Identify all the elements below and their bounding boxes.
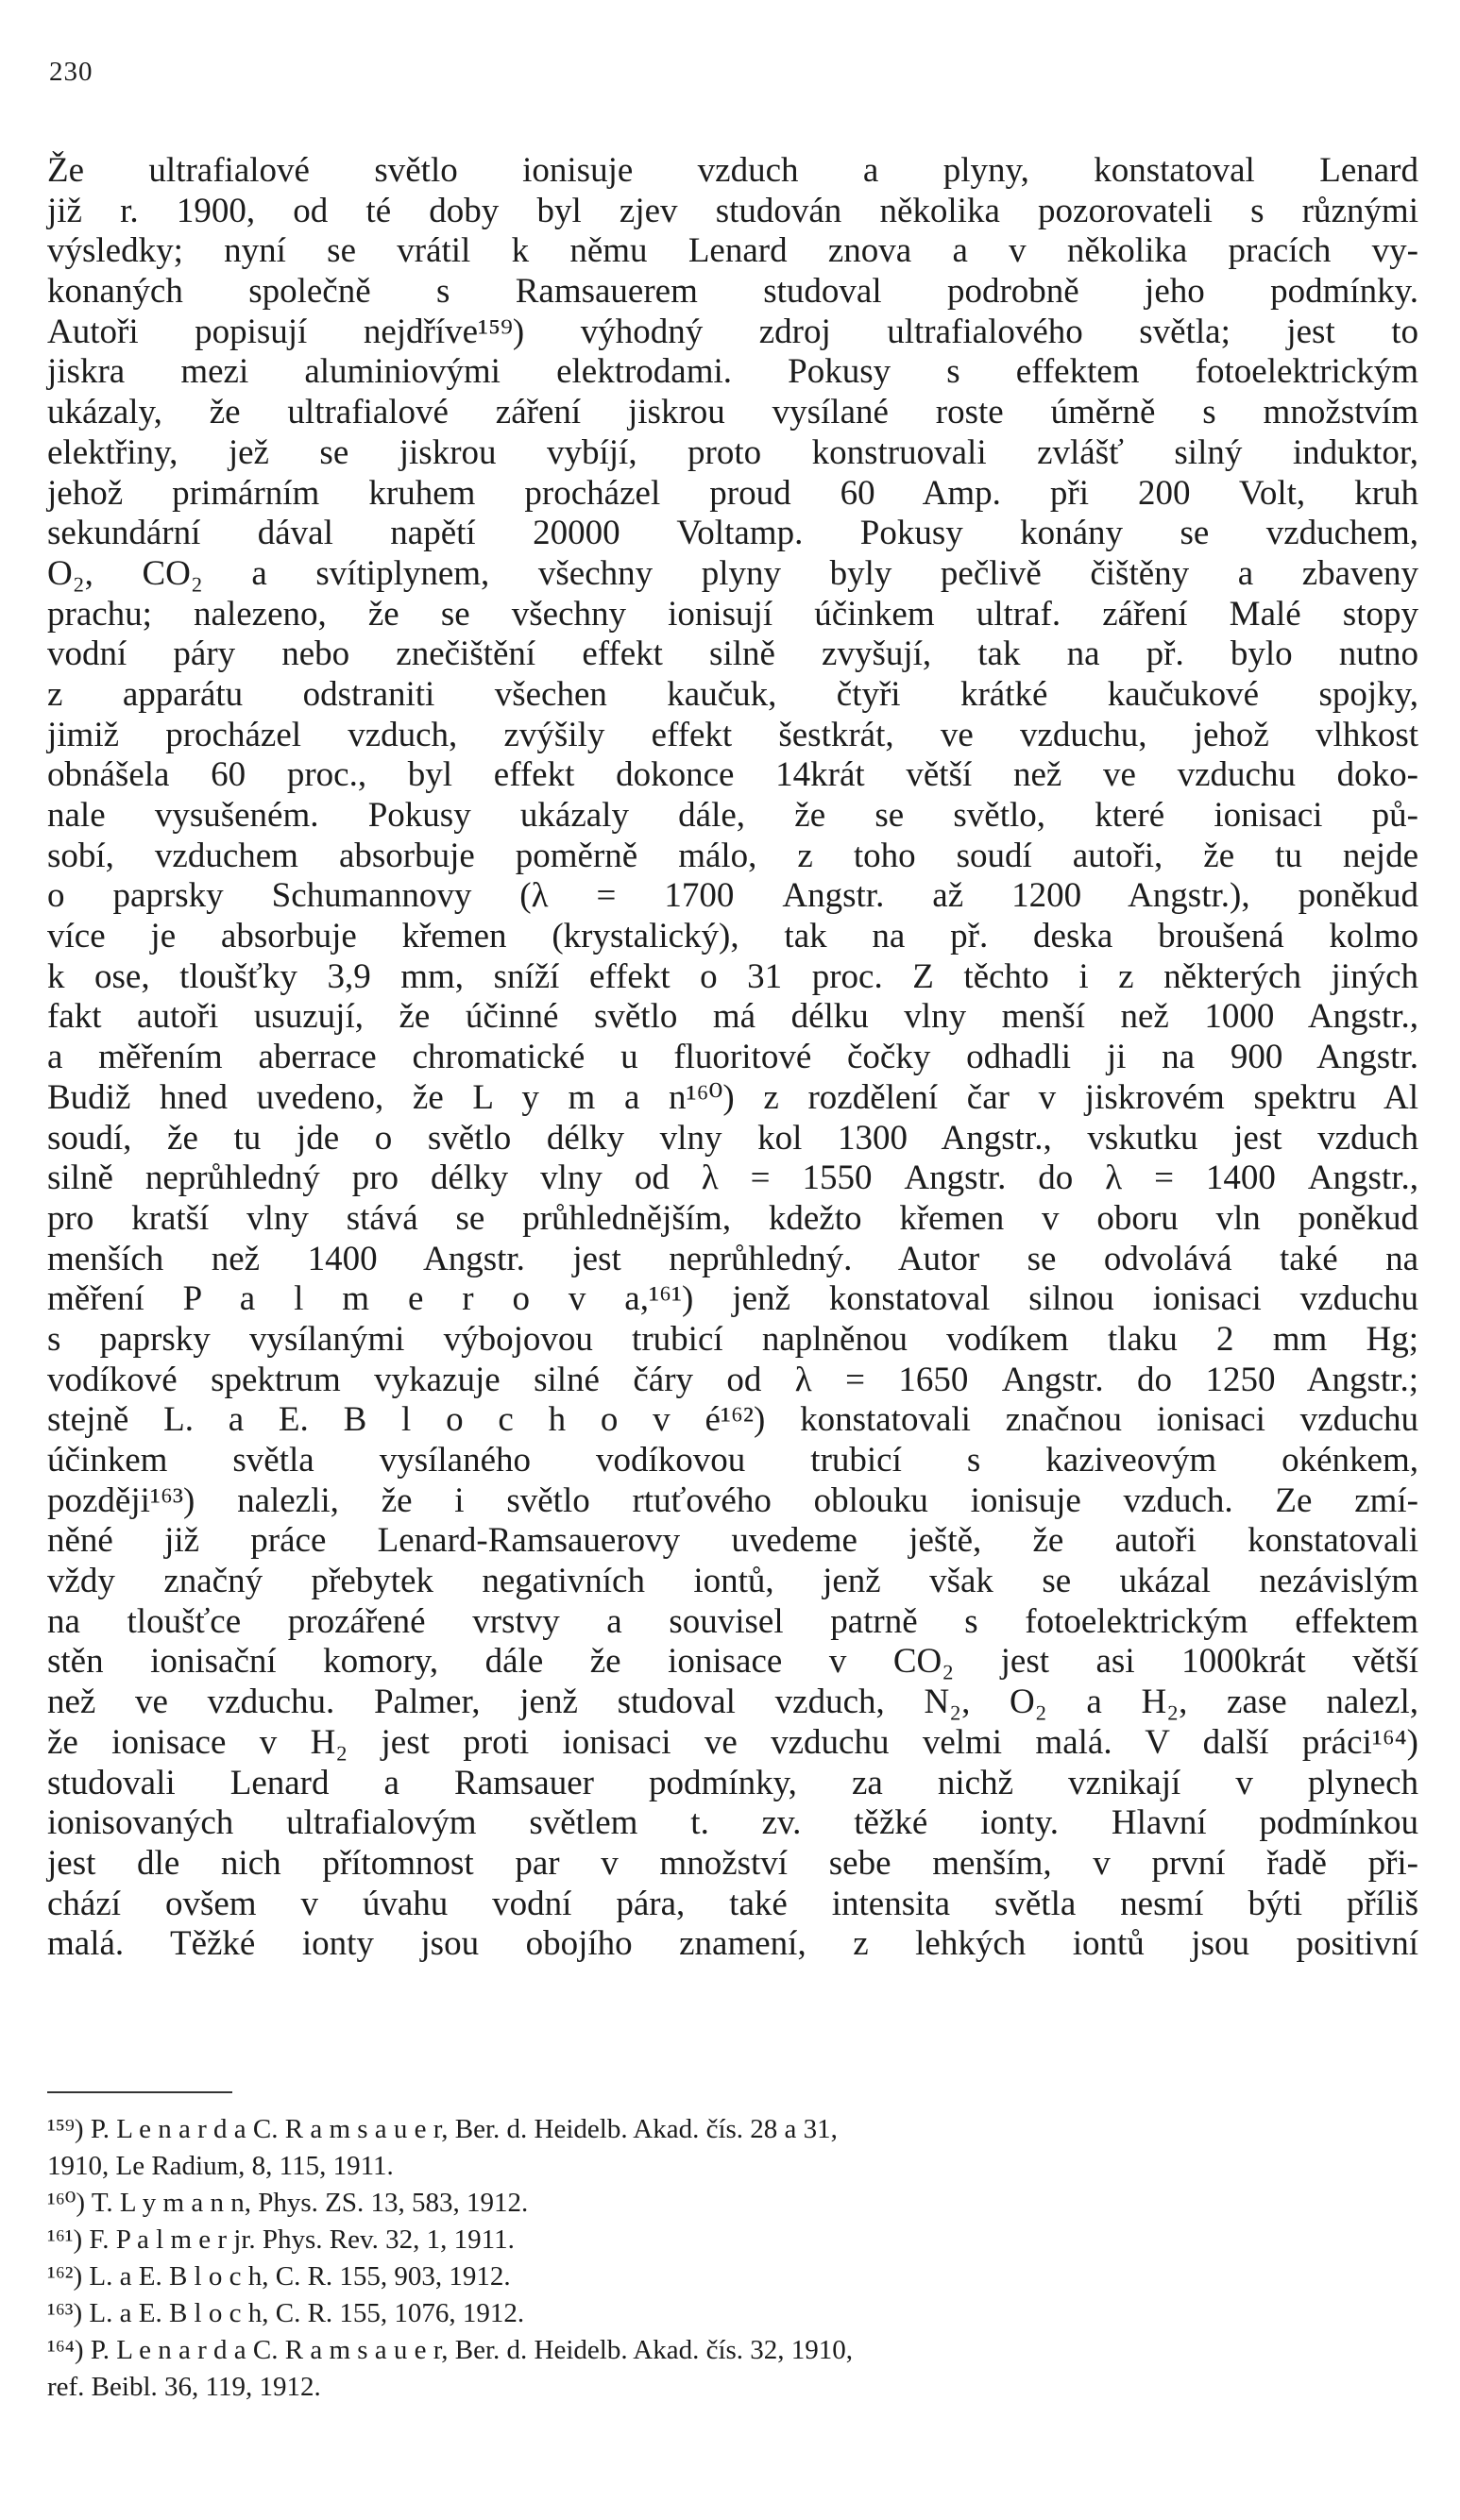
body-line: jiskra mezi aluminiovými elektrodami. Pokusy s effektem fotoelektrickým (47, 352, 1418, 392)
body-line: O₂, CO₂ a svítiplynem, všechny plyny byly pečlivě čištěny a zbaveny (47, 553, 1418, 593)
body-line: ukázaly, že ultrafialové záření jiskrou vysílané roste úměrně s množstvím (47, 393, 1418, 432)
body-line: malá. Těžké ionty jsou obojího znamení, z lehkých iontů jsou positivní (47, 1924, 1418, 1964)
footnote-separator (47, 2091, 232, 2093)
body-line: vždy značný přebytek negativních iontů, jenž však se ukázal nezávislým (47, 1562, 1418, 1601)
body-text (47, 151, 1418, 1965)
body-line: soudí, že tu jde o světlo délky vlny kol 1300 Angstr., vskutku jest vzduch (47, 1118, 1418, 1158)
body-line: silně neprůhledný pro délky vlny od λ = 1550 Angstr. do λ = 1400 Angstr., (47, 1159, 1418, 1198)
body-line: konaných společně s Ramsauerem studoval podrobně jeho podmínky. (47, 272, 1418, 312)
footnote-line: ¹⁶⁴) P. L e n a r d a C. R a m s a u e r, Ber. d. Heidelb. Akad. čís. 32, 1910, (47, 2335, 854, 2365)
body-line: pro kratší vlny stává se průhlednějším, kdežto křemen v oboru vln poněkud (47, 1198, 1418, 1238)
body-line: sobí, vzduchem absorbuje poměrně málo, z toho soudí autoři, že tu nejde (47, 836, 1418, 875)
body-line: stěn ionisační komory, dále že ionisace v CO₂ jest asi 1000krát větší (47, 1642, 1418, 1682)
body-line: Autoři popisují nejdříve¹⁵⁹) výhodný zdroj ultrafialového světla; jest to (47, 312, 1418, 351)
body-line: obnášela 60 proc., byl effekt dokonce 14krát větší než ve vzduchu doko- (47, 755, 1418, 795)
footnotes (47, 2111, 1418, 2406)
body-line: jest dle nich přítomnost par v množství sebe menším, v první řadě při- (47, 1843, 1418, 1883)
body-line: stejně L. a E. B l o c h o v é¹⁶²) konstatovali značnou ionisaci vzduchu (47, 1400, 1418, 1440)
body-line: s paprsky vysílanými výbojovou trubicí naplněnou vodíkem tlaku 2 mm Hg; (47, 1319, 1418, 1359)
body-line: více je absorbuje křemen (krystalický), tak na př. deska broušená kolmo (47, 917, 1418, 956)
body-line: fakt autoři usuzují, že účinné světlo má délku vlny menší než 1000 Angstr., (47, 997, 1418, 1037)
body-line: již r. 1900, od té doby byl zjev studován několika pozorovateli s různými (47, 191, 1418, 230)
body-line: sekundární dával napětí 20000 Voltamp. Pokusy konány se vzduchem, (47, 514, 1418, 553)
body-line: na tloušťce prozářené vrstvy a souvisel patrně s fotoelektrickým effektem (47, 1601, 1418, 1641)
page-number: 230 (49, 57, 93, 87)
body-line: později¹⁶³) nalezli, že i světlo rtuťového oblouku ionisuje vzduch. Ze zmí- (47, 1480, 1418, 1520)
body-line: účinkem světla vysílaného vodíkovou trubicí s kaziveovým okénkem, (47, 1441, 1418, 1480)
body-line: chází ovšem v úvahu vodní pára, také intensita světla nesmí býti příliš (47, 1884, 1418, 1923)
body-line: jehož primárním kruhem procházel proud 60 Amp. při 200 Volt, kruh (47, 473, 1418, 513)
body-line: že ionisace v H₂ jest proti ionisaci ve vzduchu velmi malá. V další práci¹⁶⁴) (47, 1722, 1418, 1762)
body-line: jimiž procházel vzduch, zvýšily effekt šestkrát, ve vzduchu, jehož vlhkost (47, 715, 1418, 754)
body-line: než ve vzduchu. Palmer, jenž studoval vzduch, N₂, O₂ a H₂, zase nalezl, (47, 1683, 1418, 1722)
body-line: studovali Lenard a Ramsauer podmínky, za nichž vznikají v plynech (47, 1763, 1418, 1802)
body-line: Budiž hned uvedeno, že L y m a n¹⁶⁰) z rozdělení čar v jiskrovém spektru Al (47, 1077, 1418, 1117)
footnote-line: ¹⁶²) L. a E. B l o c h, C. R. 155, 903, 1912. (47, 2261, 511, 2292)
body-line: nale vysušeném. Pokusy ukázaly dále, že se světlo, které ionisaci pů- (47, 796, 1418, 835)
body-line: vodní páry nebo znečištění effekt silně zvyšují, tak na př. bylo nutno (47, 634, 1418, 674)
body-line: ionisovaných ultrafialovým světlem t. zv. těžké ionty. Hlavní podmínkou (47, 1803, 1418, 1843)
body-line: něné již práce Lenard-Ramsauerovy uvedeme ještě, že autoři konstatovali (47, 1521, 1418, 1561)
body-line: vodíkové spektrum vykazuje silné čáry od λ = 1650 Angstr. do 1250 Angstr.; (47, 1360, 1418, 1399)
body-line: a měřením aberrace chromatické u fluoritové čočky odhadli ji na 900 Angstr. (47, 1038, 1418, 1077)
body-line: elektřiny, jež se jiskrou vybíjí, proto konstruovali zvlášť silný induktor, (47, 432, 1418, 472)
body-line: menších než 1400 Angstr. jest neprůhledný. Autor se odvolává také na (47, 1239, 1418, 1278)
footnote-line: ¹⁵⁹) P. L e n a r d a C. R a m s a u e r, Ber. d. Heidelb. Akad. čís. 28 a 31, (47, 2114, 838, 2144)
body-line: o paprsky Schumannovy (λ = 1700 Angstr. až 1200 Angstr.), poněkud (47, 876, 1418, 916)
footnote-line: ¹⁶¹) F. P a l m e r jr. Phys. Rev. 32, 1, 1911. (47, 2224, 515, 2255)
footnote-line: 1910, Le Radium, 8, 115, 1911. (47, 2151, 394, 2181)
body-line: měření P a l m e r o v a,¹⁶¹) jenž konstatoval silnou ionisaci vzduchu (47, 1279, 1418, 1319)
body-line: Že ultrafialové světlo ionisuje vzduch a plyny, konstatoval Lenard (47, 151, 1418, 190)
body-line: prachu; nalezeno, že se všechny ionisují účinkem ultraf. záření Malé stopy (47, 594, 1418, 634)
footnote-line: ref. Beibl. 36, 119, 1912. (47, 2372, 321, 2402)
body-line: výsledky; nyní se vrátil k němu Lenard znova a v několika pracích vy- (47, 231, 1418, 271)
footnote-line: ¹⁶⁰) T. L y m a n n, Phys. ZS. 13, 583, 1912. (47, 2188, 529, 2218)
footnote-line: ¹⁶³) L. a E. B l o c h, C. R. 155, 1076, 1912. (47, 2298, 525, 2328)
body-line: z apparátu odstraniti všechen kaučuk, čtyři krátké kaučukové spojky, (47, 674, 1418, 714)
body-line: k ose, tloušťky 3,9 mm, sníží effekt o 31 proc. Z těchto i z některých jiných (47, 956, 1418, 996)
